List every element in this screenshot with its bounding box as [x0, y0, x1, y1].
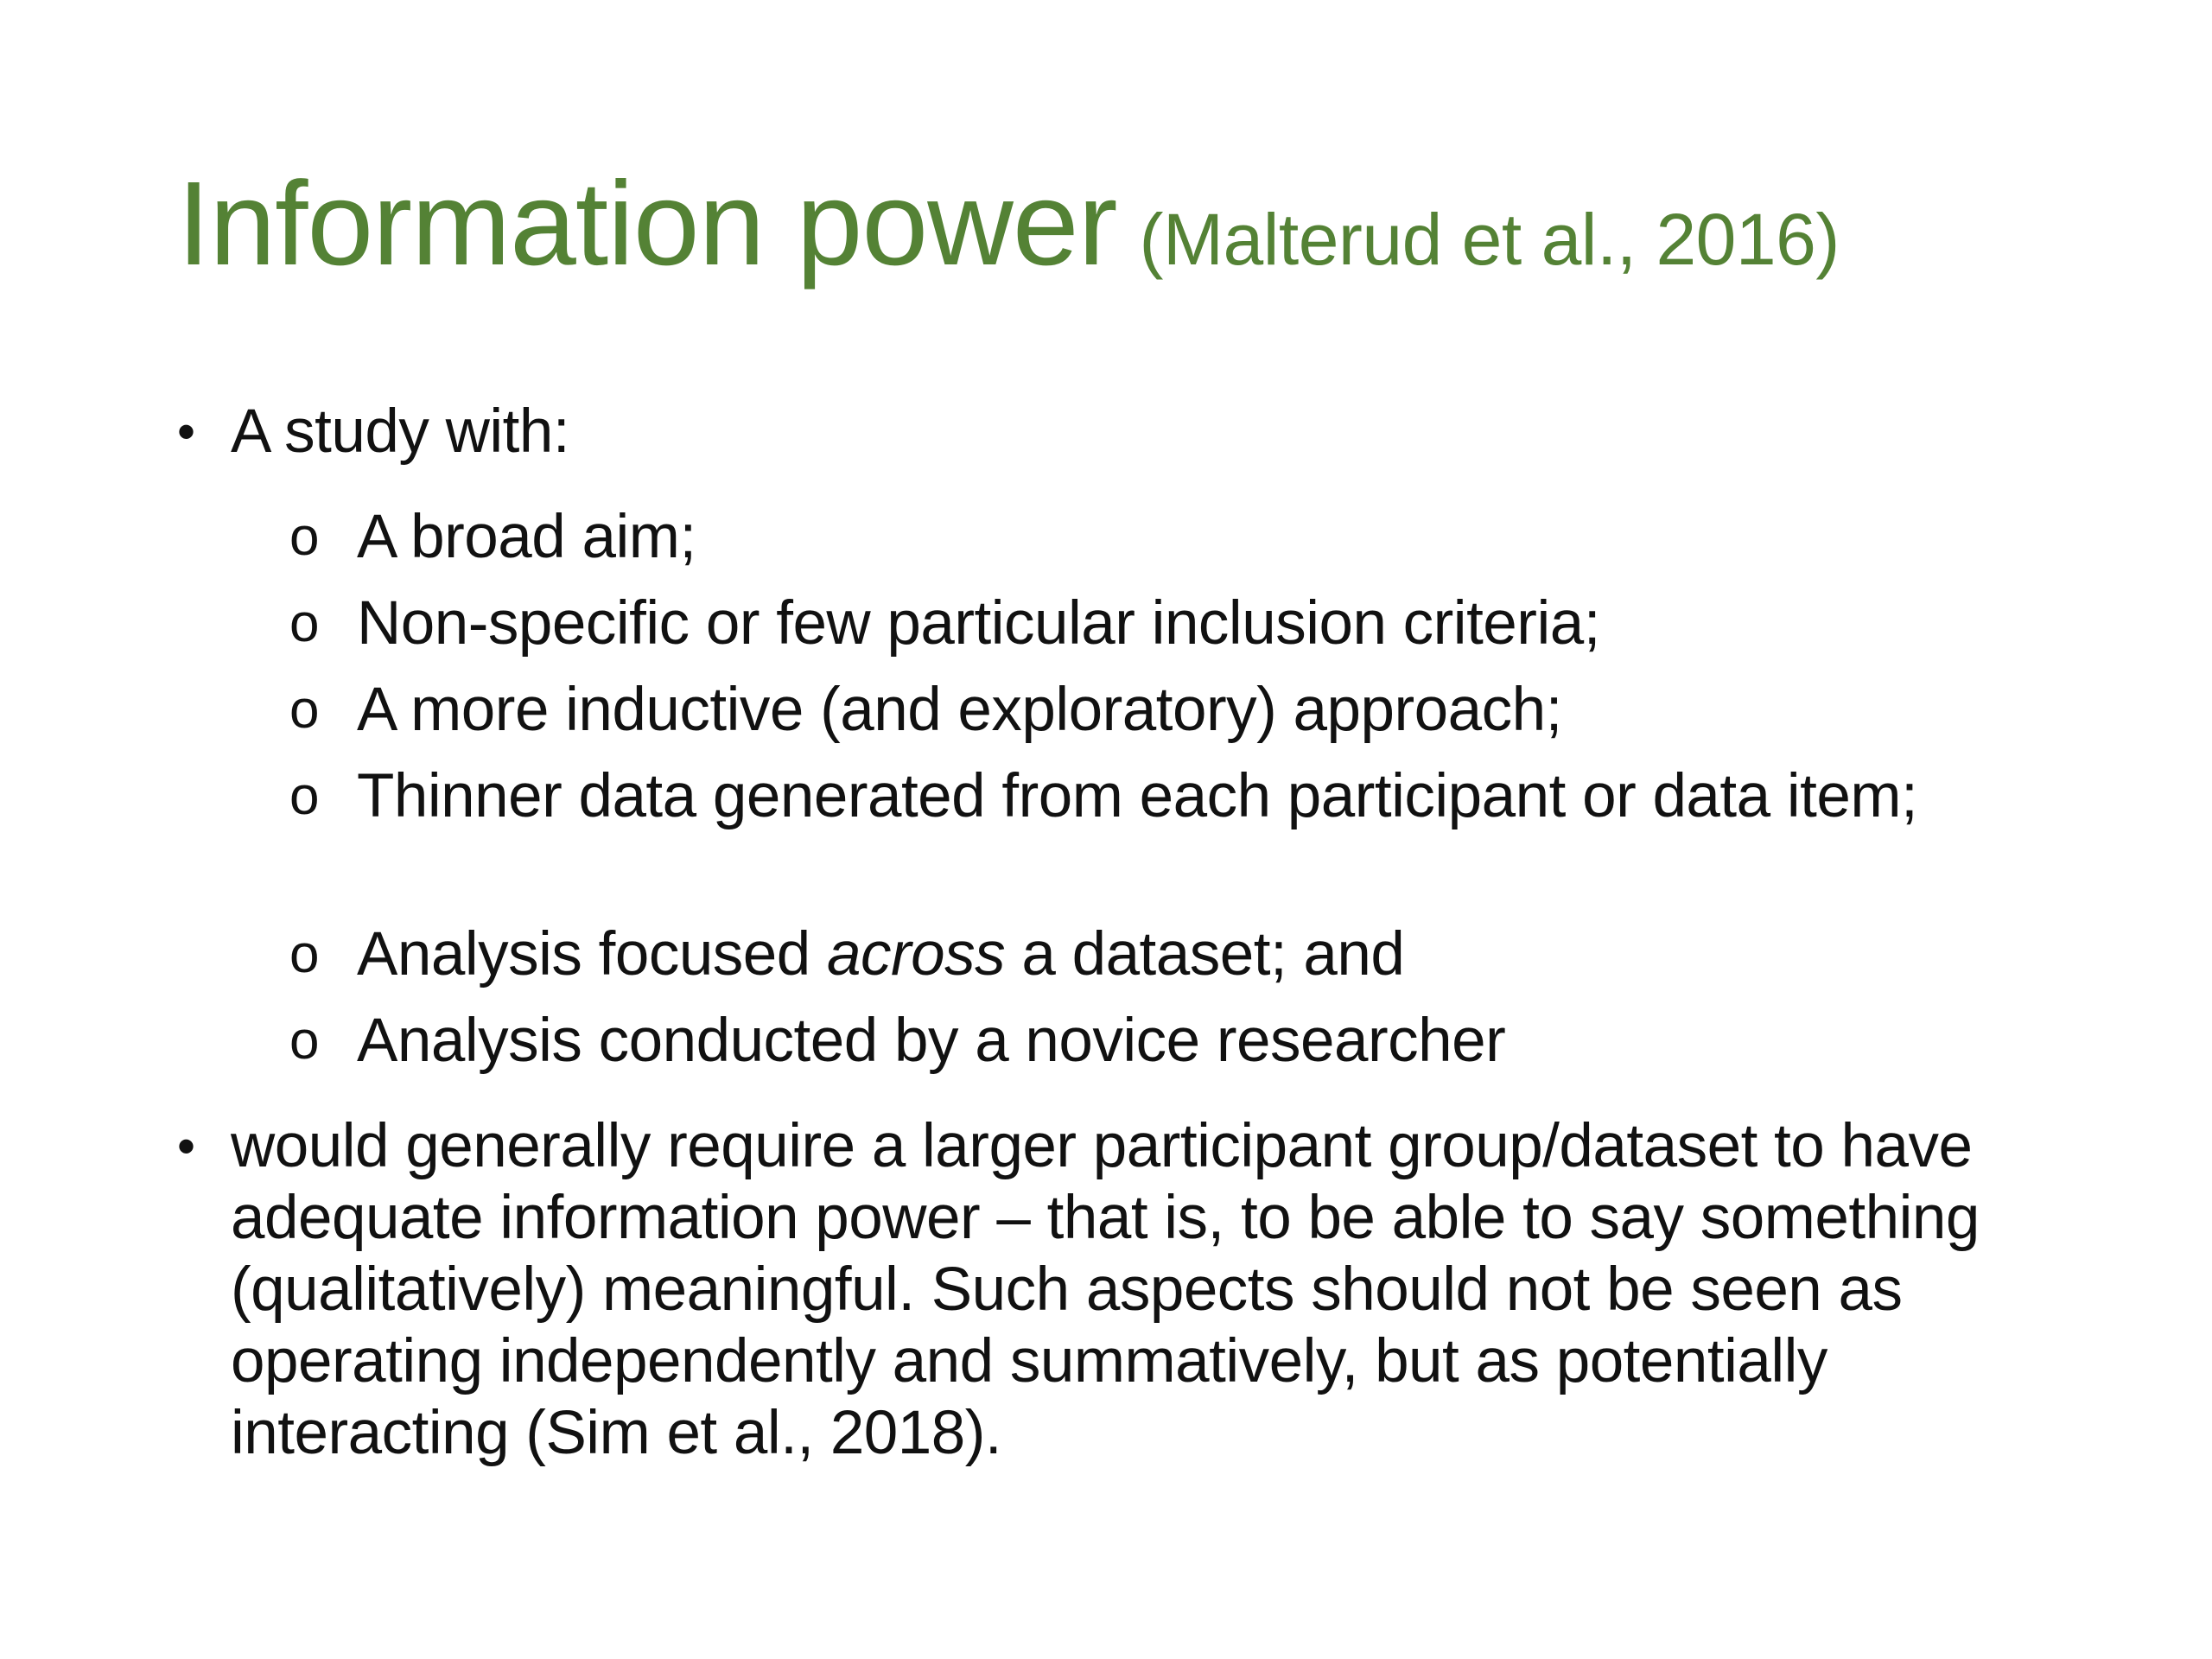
sub-bullet-symbol: o — [289, 507, 319, 567]
sub-bullet-inclusion-criteria — [289, 588, 2069, 659]
sub-bullet-text: A more inductive (and exploratory) approach; — [357, 676, 1562, 744]
sub-bullet-symbol: o — [289, 766, 319, 826]
sub-bullet-text: Non-specific or few particular inclusion criteria; — [357, 589, 1600, 658]
sub-bullet-text — [357, 918, 2069, 990]
sub-bullet-symbol: o — [289, 594, 319, 653]
sub-bullet-symbol: o — [289, 680, 319, 740]
bullet-larger-group — [177, 1110, 2061, 1469]
sub-bullet-symbol: o — [289, 1011, 319, 1071]
title-citation: (Malterud et al., 2016) — [1139, 199, 1840, 280]
sub-bullet-text-before: Analysis focused — [357, 920, 828, 988]
sub-bullet-broad-aim — [289, 501, 2069, 573]
bullet-text: A study with: — [231, 397, 570, 466]
sub-bullet-thinner-data — [289, 760, 2069, 832]
sub-bullet-analysis-across — [289, 918, 2069, 990]
bullet-study-with — [177, 396, 2061, 467]
sub-bullet-novice-researcher — [289, 1005, 2069, 1077]
sub-bullet-text: Analysis conducted by a novice researcher — [357, 1007, 1506, 1075]
sub-bullet-text-italic: across — [827, 920, 1006, 988]
slide-title — [177, 157, 2130, 290]
sub-bullet-text-after: a dataset; and — [1005, 920, 1405, 988]
bullet-text: would generally require a larger participant group/dataset to have adequate information power – that is, to be able to say something (qualitatively) meaningful. Such aspects should not be seen as operating independently and summatively, but as potentially interacting (Sim et al., 2018). — [231, 1112, 1980, 1467]
sub-bullet-text: Thinner data generated from each participant or data item; — [357, 762, 1918, 830]
sub-bullet-symbol: o — [289, 925, 319, 984]
sub-bullet-inductive-approach — [289, 674, 2069, 746]
bullet-symbol: • — [177, 1117, 195, 1175]
bullet-symbol: • — [177, 403, 195, 461]
title-main: Information power — [177, 157, 1117, 290]
sub-bullet-text: A broad aim; — [357, 503, 696, 571]
